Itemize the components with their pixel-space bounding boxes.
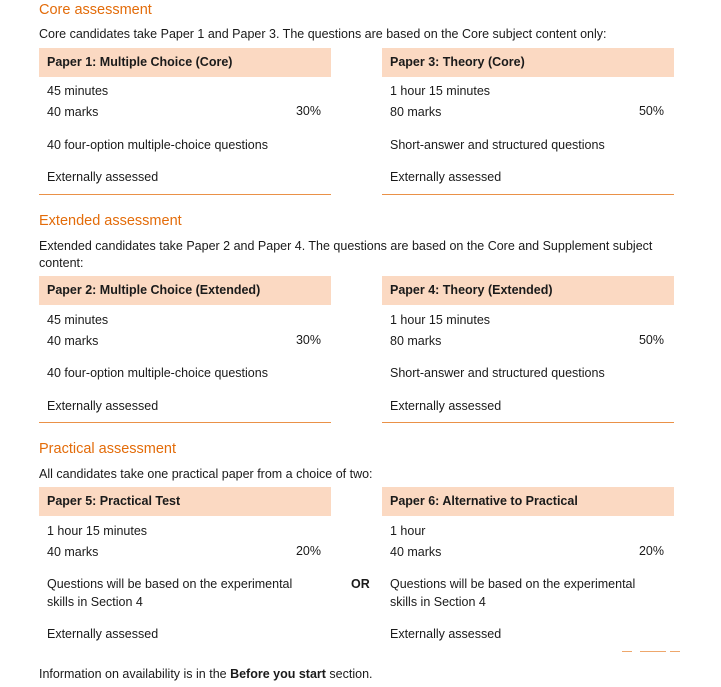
before-you-start-reference: Before you start	[230, 667, 326, 681]
availability-note	[39, 667, 373, 681]
paper-2-marks: 40 marks	[47, 334, 99, 348]
paper-2-header: Paper 2: Multiple Choice (Extended)	[39, 276, 331, 305]
practical-assessment-title: Practical assessment	[39, 441, 176, 457]
paper-6-marks: 40 marks	[390, 545, 442, 559]
paper-5-assessment: Externally assessed	[47, 627, 159, 641]
paper-1-description: 40 four-option multiple-choice questions	[47, 138, 268, 152]
decorative-rule-fragment	[670, 651, 680, 652]
paper-3-description: Short-answer and structured questions	[390, 138, 605, 152]
paper-5-header: Paper 5: Practical Test	[39, 487, 331, 516]
availability-note-prefix: Information on availability is in the	[39, 667, 231, 681]
paper-4-marks: 80 marks	[390, 334, 442, 348]
availability-note-suffix: section.	[325, 667, 373, 681]
core-assessment-title: Core assessment	[39, 2, 152, 18]
paper-6-weight: 20%	[638, 544, 664, 558]
paper-5-marks: 40 marks	[47, 545, 99, 559]
paper-4-divider	[382, 422, 674, 423]
paper-2-weight: 30%	[295, 333, 321, 347]
paper-2-assessment: Externally assessed	[47, 399, 159, 413]
paper-3-assessment: Externally assessed	[390, 170, 502, 184]
paper-5-weight: 20%	[295, 544, 321, 558]
paper-1-divider	[39, 194, 331, 195]
paper-6-assessment: Externally assessed	[390, 627, 502, 641]
paper-1-duration: 45 minutes	[47, 84, 109, 98]
paper-6-header: Paper 6: Alternative to Practical	[382, 487, 674, 516]
paper-4-duration: 1 hour 15 minutes	[390, 313, 491, 327]
paper-5-description-line-2: skills in Section 4	[47, 595, 143, 609]
paper-3-weight: 50%	[638, 104, 664, 118]
paper-4-weight: 50%	[638, 333, 664, 347]
paper-2-divider	[39, 422, 331, 423]
core-assessment-intro: Core candidates take Paper 1 and Paper 3. The questions are based on the Core subject content only:	[39, 27, 607, 41]
paper-5-duration: 1 hour 15 minutes	[47, 524, 148, 538]
paper-6-description-line-1: Questions will be based on the experimental	[390, 577, 636, 591]
paper-3-marks: 80 marks	[390, 105, 442, 119]
paper-2-description: 40 four-option multiple-choice questions	[47, 366, 268, 380]
paper-4-card	[382, 276, 674, 424]
paper-3-divider	[382, 194, 674, 195]
decorative-rule-fragment	[640, 651, 666, 652]
practical-assessment-intro: All candidates take one practical paper from a choice of two:	[39, 467, 373, 481]
decorative-rule-fragment	[622, 651, 632, 652]
paper-6-description-line-2: skills in Section 4	[390, 595, 486, 609]
paper-4-description: Short-answer and structured questions	[390, 366, 605, 380]
paper-1-weight: 30%	[295, 104, 321, 118]
paper-1-card	[39, 48, 331, 196]
paper-1-header: Paper 1: Multiple Choice (Core)	[39, 48, 331, 77]
paper-3-header: Paper 3: Theory (Core)	[382, 48, 674, 77]
paper-1-assessment: Externally assessed	[47, 170, 159, 184]
paper-5-card	[39, 487, 331, 653]
paper-4-header: Paper 4: Theory (Extended)	[382, 276, 674, 305]
extended-assessment-title: Extended assessment	[39, 213, 182, 229]
paper-1-marks: 40 marks	[47, 105, 99, 119]
paper-2-card	[39, 276, 331, 424]
paper-6-duration: 1 hour	[390, 524, 426, 538]
paper-5-description-line-1: Questions will be based on the experimental	[47, 577, 293, 591]
or-label: OR	[351, 577, 370, 591]
paper-6-card	[382, 487, 674, 653]
paper-2-duration: 45 minutes	[47, 313, 109, 327]
paper-3-card	[382, 48, 674, 196]
paper-4-assessment: Externally assessed	[390, 399, 502, 413]
extended-assessment-intro: Extended candidates take Paper 2 and Paper 4. The questions are based on the Core and Supplement subject content:	[39, 239, 653, 270]
paper-3-duration: 1 hour 15 minutes	[390, 84, 491, 98]
